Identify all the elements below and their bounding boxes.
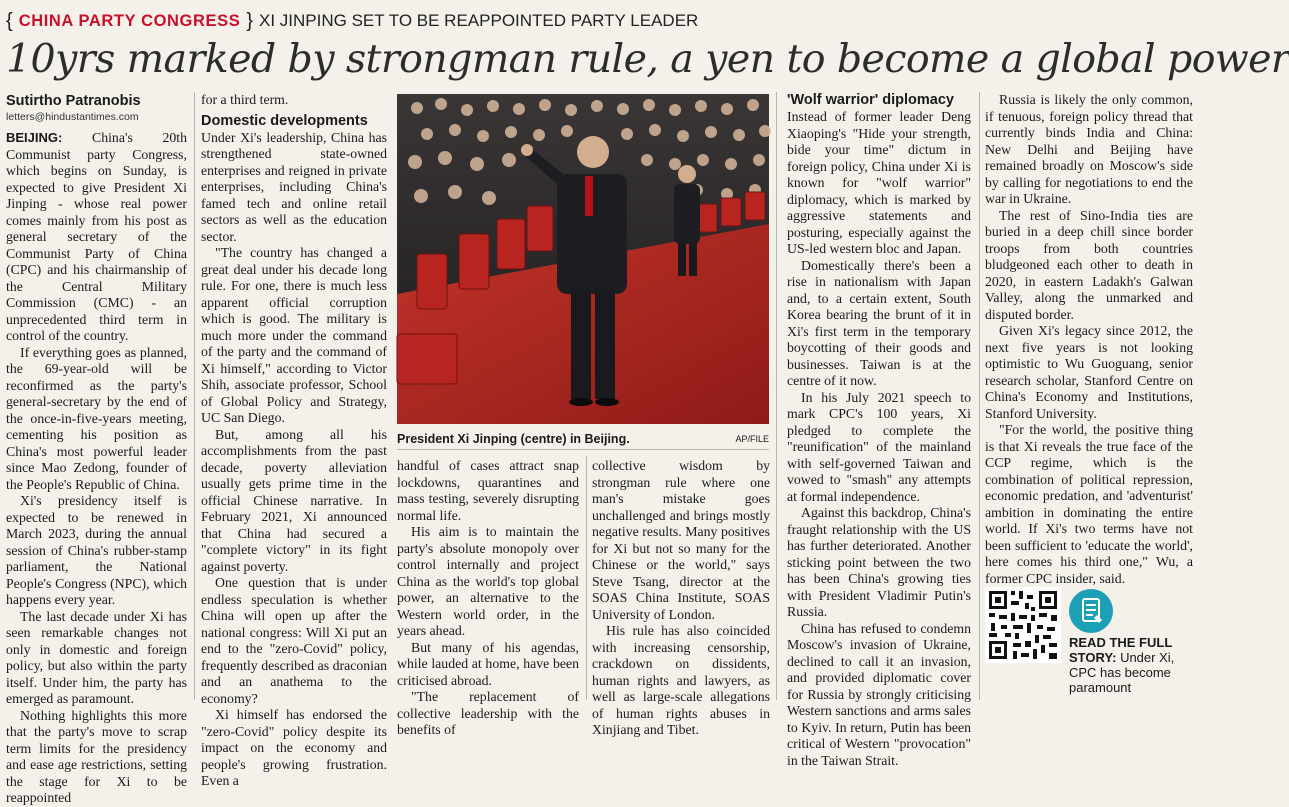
paragraph: "The replacement of collective leadership with the benefits of [397, 689, 579, 737]
promo-lead: READ THE FULL STORY: [1069, 635, 1173, 665]
paragraph: The rest of Sino-India ties are buried in a deep chill since border troops from both countries bludgeoned each other to death in 2020, in eastern Ladakh's Galwan Valley, along the unmarked and disputed border. [985, 207, 1193, 322]
paragraph: handful of cases attract snap lockdowns, quarantines and mass testing, severely disrupting normal life. [397, 458, 579, 523]
headline: 10yrs marked by strongman rule, a yen to become a global power [6, 36, 1289, 82]
paragraph: collective wisdom by strongman rule where one man's mistake goes unchallenged and brings mostly negative results. Many positives for Xi but not so many for the Chinese or the world," says Steve Tsang, director at the SOAS China Institute, SOAS University of London. [592, 458, 770, 622]
section-tag: CHINA PARTY CONGRESS [18, 11, 241, 30]
paragraph: If everything goes as planned, the 69-year-old will be reconfirmed as the party's general-secretary by the end of the once-in-five-years meeting, cementing his position as China's most powerful leader since Mao Zedong, founder of the People's Republic of China. [6, 344, 187, 492]
read-full-story-promo[interactable] [983, 585, 1193, 697]
photo-caption [397, 428, 769, 450]
paragraph: China has refused to condemn Moscow's invasion of Ukraine, declined to call it an invasion, and provided diplomatic cover for Russia by strongly criticising Western sanctions and arms sales to Kyiv. In return, Putin has been critical of Western "provocation" in the Taiwan Strait. [787, 620, 971, 768]
article-column-4 [592, 458, 770, 739]
column-rule [979, 92, 980, 700]
paragraph: Given Xi's legacy since 2012, the next five years is not looking optimistic to Wu Guoguang, senior research scholar, Stanford Centre on China's Economy and Institutions, Stanford University. [985, 323, 1193, 421]
paragraph: His aim is to maintain the party's absolute monopoly over control internally and project China as the world's top global power, an alternative to the Western world order, in the years ahead. [397, 524, 579, 638]
promo-text[interactable] [983, 635, 1193, 695]
paragraph: "For the world, the positive thing is that Xi reveals the true face of the CCP regime, which is the combination of political repression, economic predation, and 'adventurist' ambition in dominating the entire world. If Xi's two terms have not been sufficient to 'educate the world', here comes his third one," Wu, a former CPC insider, said. [985, 422, 1193, 586]
subhead-domestic: Domestic developments [201, 112, 368, 129]
paragraph: Against this backdrop, China's fraught relationship with the US has further deteriorated. Another sticking point between the two has been China's growing ties with President Vladimir Putin's Russia. [787, 505, 971, 619]
kicker [6, 8, 698, 34]
photo-illustration [397, 94, 769, 424]
kicker-subhead: XI JINPING SET TO BE REAPPOINTED PARTY LEADER [259, 11, 699, 30]
column-rule [776, 92, 777, 700]
paragraph: Instead of former leader Deng Xiaoping's "Hide your strength, bide your time" dictum in foreign policy, China under Xi is known for "wolf warrior" diplomacy, which is marked by aggressive statements and posturing, especially against the US-led western bloc and Japan. [787, 109, 971, 256]
paragraph: His rule has also coincided with increasing censorship, crackdown on dissidents, human rights and lawyers, as well as large-scale allegations of human rights abuses in Xinjiang and Tibet. [592, 623, 770, 737]
paragraph: In his July 2021 speech to mark CPC's 100 years, Xi pledged to complete the "reunification" of the mainland with self-governed Taiwan and vowed to "smash" any attempts at formal independence. [787, 389, 971, 504]
article-column-3 [397, 458, 579, 739]
column-rule [586, 456, 587, 700]
article-column-6 [985, 92, 1193, 587]
article-icon[interactable] [1069, 589, 1113, 633]
column-rule [194, 92, 195, 700]
article-column-5 [787, 88, 971, 769]
paragraph: The last decade under Xi has seen remarkable changes not only in domestic and foreign policy, but also within the party itself. Under him, the party has emerged as paramount. [6, 608, 187, 706]
paragraph: for a third term. [201, 92, 289, 107]
kicker-close-brace: } [246, 9, 254, 32]
paragraph: Under Xi's leadership, China has strengthened state-owned enterprises and reigned in private enterprises, including China's famed tech and online retail sectors as well as the education sector. [201, 129, 387, 244]
paragraph: Domestically there's been a rise in nationalism with Japan and, to a certain extent, South Korea bearing the brunt of it in Xi's first term in the temporary boycotting of their goods and businesses. Taiwan is at the centre of it now. [787, 257, 971, 388]
paragraph: But many of his agendas, while lauded at home, have been criticised abroad. [397, 639, 579, 688]
paragraph: But, among all his accomplishments from the past decade, poverty alleviation usually gets prime time in the official Chinese narrative. In February 2021, Xi announced that China had secured a "complete victory" in its fight against poverty. [201, 426, 387, 574]
paragraph: Xi's presidency itself is expected to be renewed in March 2023, during the annual session of China's rubber-stamp parliament, the National People's Congress (NPC), which happens every year. [6, 493, 187, 607]
paragraph: One question that is under endless speculation is whether China will open up after the national congress: Will Xi put an end to the "zero-Covid" policy, frequently described as draconian and an anathema to the economy? [201, 575, 387, 706]
photo-credit: AP/FILE [735, 433, 769, 444]
paragraph: Xi himself has endorsed the "zero-Covid" policy despite its impact on the economy and people's growing frustration. Even a [201, 707, 387, 788]
paragraph: "The country has changed a great deal under his decade long rule. For one, there is much less apparent official corruption which is good. The military is much more under the command of the party and the command of Xi himself," according to Victor Shih, associate professor, School of Global Policy and Strategy, UC San Diego. [201, 245, 387, 425]
dateline: BEIJING: [6, 130, 63, 145]
paragraph: BEIJING: China's 20th Communist party Congress, which begins on Sunday, is expected to give President Xi Jinping - whose real power comes mainly from his post as general secretary of the Communist Party of China (CPC) and his chairmanship of the Central Military Commission (CMC) - an unprecedented third term in control of the country. [6, 130, 187, 343]
paragraph: Nothing highlights this more that the party's move to scrap term limits for the presidency and ease age restrictions, setting the stage for Xi to be reappointed [6, 707, 187, 805]
caption-text: President Xi Jinping (centre) in Beijing. [397, 431, 630, 446]
article-column-1 [6, 92, 187, 807]
byline-email[interactable]: letters@hindustantimes.com [6, 111, 139, 123]
paragraph: Russia is likely the only common, if tenuous, foreign policy thread that currently binds India and China: New Delhi and Beijing have remained broadly on Moscow's side by calling for negotiations to end the war in Ukraine. [985, 92, 1193, 206]
news-photo [397, 94, 769, 424]
promo-story-title: Under Xi, CPC has become paramount [1069, 650, 1175, 695]
byline-author: Sutirtho Patranobis [6, 93, 141, 109]
article-column-2 [201, 92, 387, 790]
subhead-wolf-warrior: 'Wolf warrior' diplomacy [787, 92, 954, 108]
kicker-open-brace: { [6, 9, 13, 32]
